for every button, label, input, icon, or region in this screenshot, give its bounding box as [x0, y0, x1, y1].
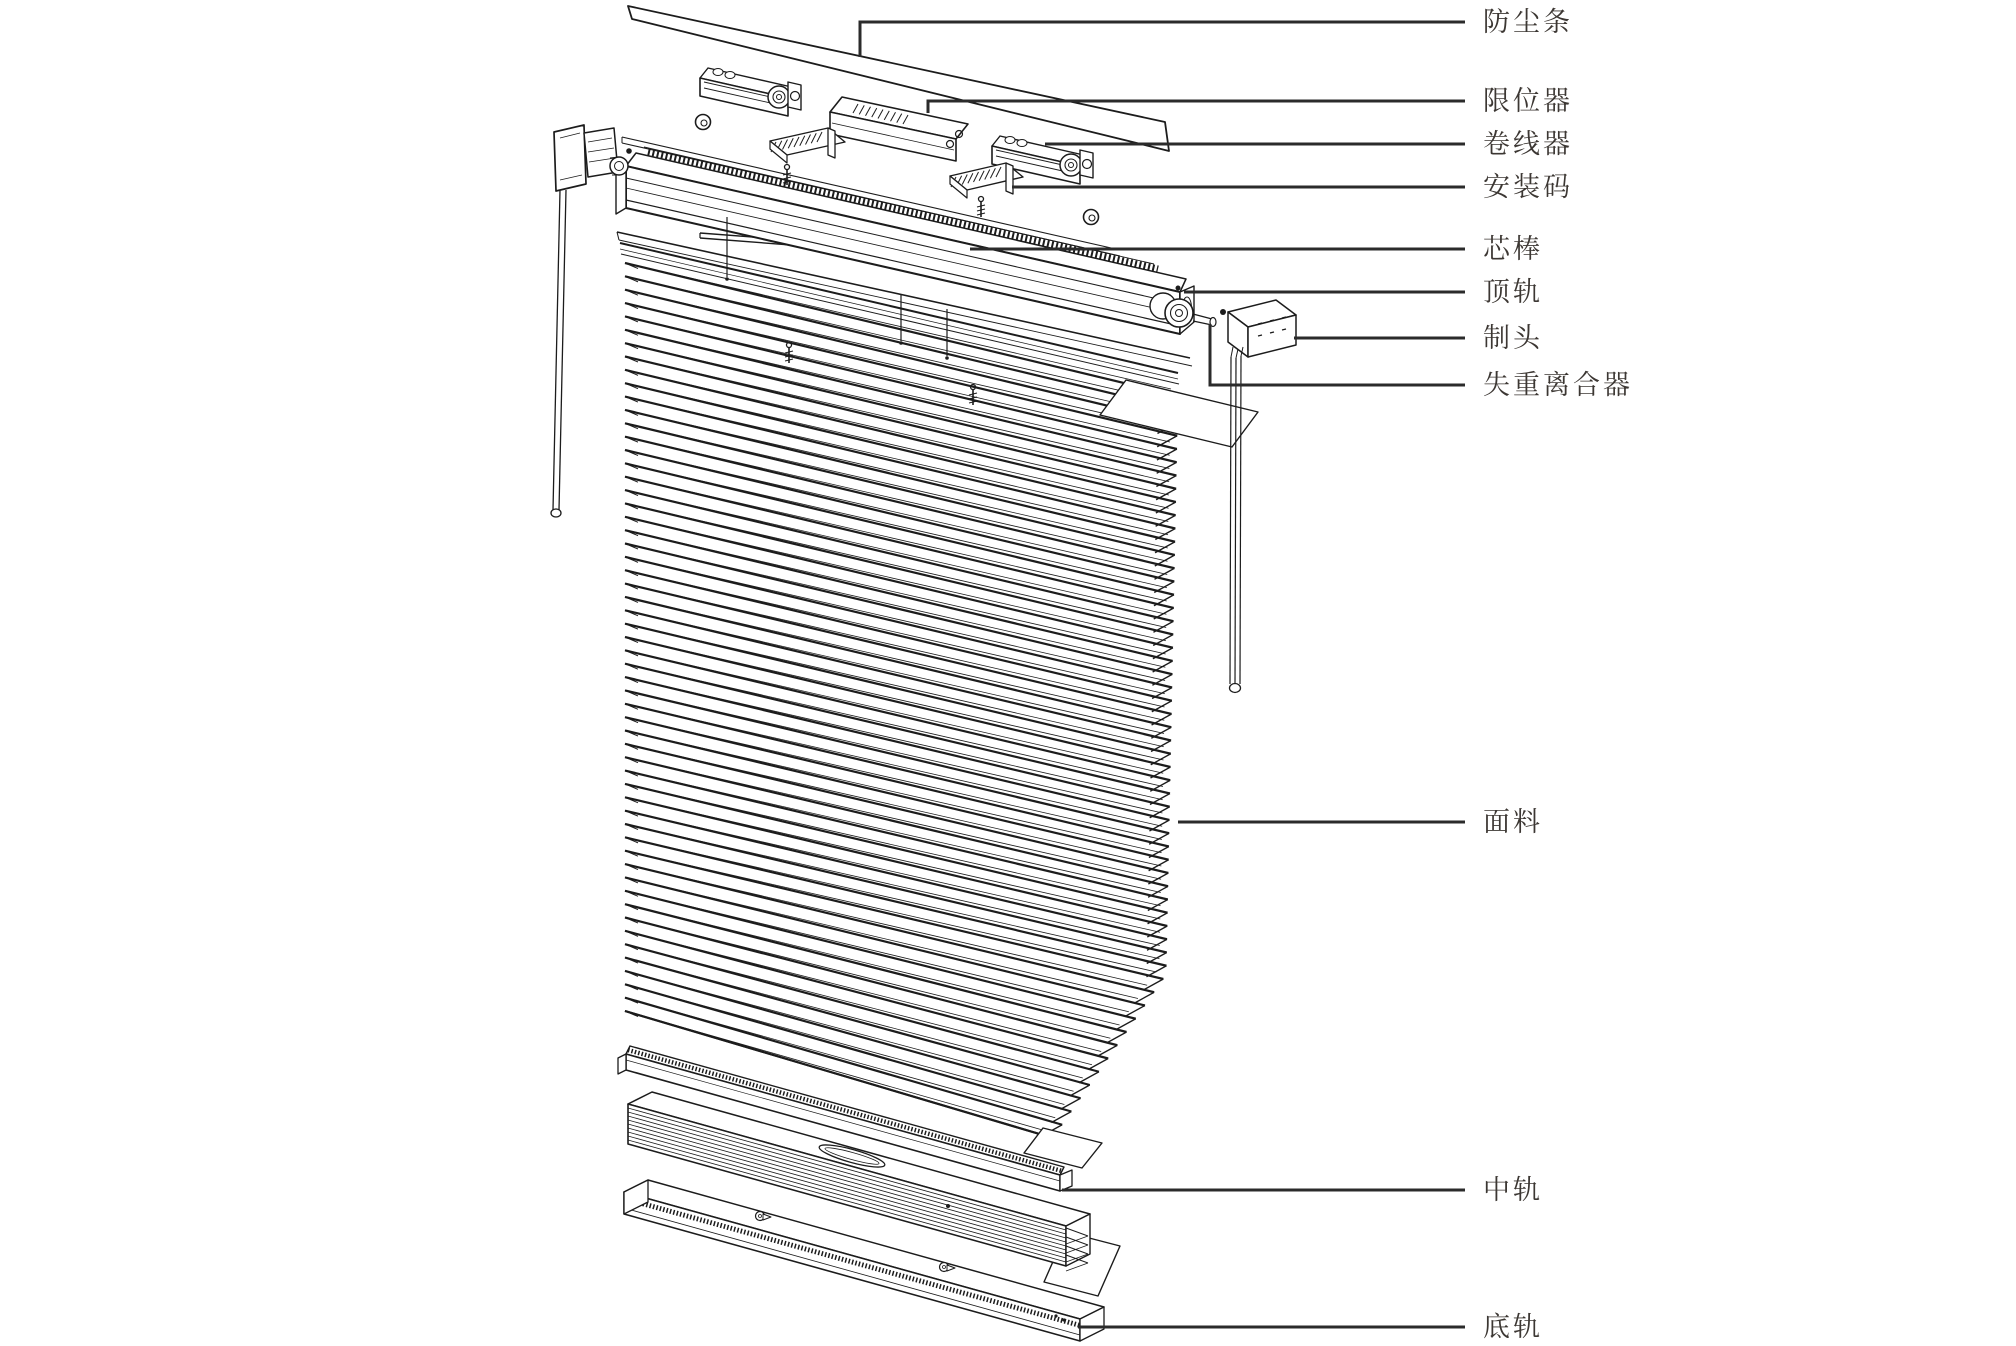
label-mounting-bracket: 安装码: [1483, 172, 1573, 202]
label-bottom-rail: 底轨: [1483, 1312, 1543, 1342]
fabric-pleats-part: [620, 243, 1179, 1149]
label-top-rail: 顶轨: [1483, 277, 1543, 307]
label-limiter: 限位器: [1483, 86, 1573, 116]
limiter-part: [830, 97, 968, 161]
label-middle-rail: 中轨: [1483, 1175, 1543, 1205]
label-dust-strip: 防尘条: [1483, 7, 1573, 37]
part-labels: [1483, 7, 1633, 1342]
label-core-rod: 芯棒: [1483, 234, 1543, 264]
fabric-tail-sheets: [1024, 380, 1258, 1296]
label-cord-winder: 卷线器: [1483, 129, 1573, 159]
label-weight-clutch: 失重离合器: [1483, 370, 1633, 400]
top-rail-part: [616, 153, 1194, 334]
label-fabric: 面料: [1483, 807, 1543, 837]
end-head-part: [1228, 300, 1296, 693]
label-end-head: 制头: [1483, 323, 1543, 353]
